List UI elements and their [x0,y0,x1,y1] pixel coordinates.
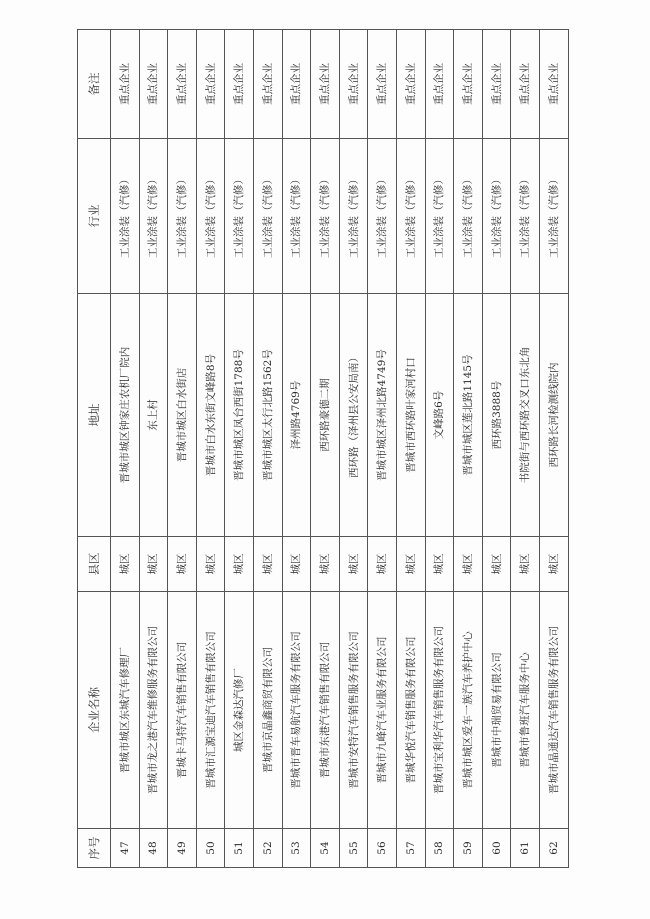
cell-note: 重点企业 [139,30,168,139]
cell-name: 晋城市龙之港汽车维修服务有限公司 [139,592,168,829]
cell-county: 城区 [396,537,425,592]
cell-seq: 50 [196,829,225,868]
table-row [482,30,511,868]
header-county: 县区 [78,537,111,592]
cell-industry: 工业涂装（汽修） [425,139,454,294]
cell-address: 晋城市西环路叶家河村口 [396,294,425,537]
cell-name: 晋城市东港汽车销售有限公司 [311,592,340,829]
cell-note: 重点企业 [168,30,197,139]
cell-name: 晋城市城区爱车一族汽车养护中心 [454,592,483,829]
header-seq: 序号 [78,829,111,868]
table-row [311,30,340,868]
table-row [539,30,568,868]
cell-industry: 工业涂装（汽修） [454,139,483,294]
cell-county: 城区 [282,537,311,592]
cell-address: 晋城市城区莲北路1145号 [454,294,483,537]
table-row [111,30,140,868]
cell-county: 城区 [111,537,140,592]
cell-industry: 工业涂装（汽修） [396,139,425,294]
table-row [139,30,168,868]
table-row [396,30,425,868]
cell-address: 书院街与西环路交叉口东北角 [511,294,540,537]
table-row [368,30,397,868]
cell-seq: 47 [111,829,140,868]
cell-name: 晋城市鲁班汽车服务中心 [511,592,540,829]
cell-address: 晋城市城区泽州北路4749号 [368,294,397,537]
cell-industry: 工业涂装（汽修） [368,139,397,294]
cell-address: 文峰路6号 [425,294,454,537]
cell-name: 晋城卡马特汽车销售有限公司 [168,592,197,829]
cell-seq: 52 [253,829,282,868]
cell-address: 晋城市城区钟家庄农机厂院内 [111,294,140,537]
table-row [168,30,197,868]
table-header-row [78,30,111,868]
cell-seq: 53 [282,829,311,868]
cell-name: 晋城市城区东城汽车修理厂 [111,592,140,829]
cell-seq: 51 [225,829,254,868]
cell-county: 城区 [339,537,368,592]
header-note: 备注 [78,30,111,139]
cell-note: 重点企业 [282,30,311,139]
cell-note: 重点企业 [111,30,140,139]
enterprise-table [77,29,569,868]
cell-note: 重点企业 [311,30,340,139]
cell-county: 城区 [225,537,254,592]
cell-seq: 55 [339,829,368,868]
cell-name: 晋城市晋车易航汽车服务有限公司 [282,592,311,829]
header-industry: 行业 [78,139,111,294]
cell-note: 重点企业 [253,30,282,139]
cell-note: 重点企业 [539,30,568,139]
cell-county: 城区 [482,537,511,592]
cell-seq: 48 [139,829,168,868]
cell-seq: 61 [511,829,540,868]
cell-address: 晋城市城区太行北路1562号 [253,294,282,537]
cell-county: 城区 [511,537,540,592]
cell-county: 城区 [311,537,340,592]
cell-county: 城区 [425,537,454,592]
cell-name: 晋城市京晶鑫商贸有限公司 [253,592,282,829]
rotated-table-wrapper [77,63,567,868]
cell-address: 晋城市白水东街文峰路8号 [196,294,225,537]
table-row [454,30,483,868]
table-body [111,30,569,868]
table-row [339,30,368,868]
cell-industry: 工业涂装（汽修） [225,139,254,294]
cell-note: 重点企业 [482,30,511,139]
cell-name: 晋城市晶通达汽车销售服务有限公司 [539,592,568,829]
header-name: 企业名称 [78,592,111,829]
cell-industry: 工业涂装（汽修） [253,139,282,294]
cell-industry: 工业涂装（汽修） [482,139,511,294]
cell-name: 晋城市中瑞贸易有限公司 [482,592,511,829]
cell-note: 重点企业 [339,30,368,139]
cell-note: 重点企业 [368,30,397,139]
cell-seq: 60 [482,829,511,868]
cell-industry: 工业涂装（汽修） [111,139,140,294]
table-row [196,30,225,868]
cell-county: 城区 [196,537,225,592]
cell-name: 城区金森达汽修厂 [225,592,254,829]
table-row [282,30,311,868]
cell-note: 重点企业 [225,30,254,139]
cell-name: 晋城市汇源宝迪汽车销售有限公司 [196,592,225,829]
cell-address: 西环路3888号 [482,294,511,537]
cell-industry: 工业涂装（汽修） [311,139,340,294]
cell-address: 西环路豪德二期 [311,294,340,537]
cell-industry: 工业涂装（汽修） [282,139,311,294]
cell-industry: 工业涂装（汽修） [511,139,540,294]
cell-industry: 工业涂装（汽修） [139,139,168,294]
cell-county: 城区 [253,537,282,592]
cell-seq: 54 [311,829,340,868]
cell-county: 城区 [168,537,197,592]
table-row [253,30,282,868]
table-row [225,30,254,868]
cell-seq: 49 [168,829,197,868]
cell-industry: 工业涂装（汽修） [168,139,197,294]
cell-address: 西环路长河检测线院内 [539,294,568,537]
cell-note: 重点企业 [396,30,425,139]
cell-county: 城区 [539,537,568,592]
cell-name: 晋城市安特汽车销售服务有限公司 [339,592,368,829]
cell-industry: 工业涂装（汽修） [196,139,225,294]
cell-seq: 56 [368,829,397,868]
table-row [425,30,454,868]
cell-address: 东上村 [139,294,168,537]
cell-note: 重点企业 [425,30,454,139]
table-row [511,30,540,868]
cell-county: 城区 [368,537,397,592]
cell-seq: 57 [396,829,425,868]
cell-address: 泽州路4769号 [282,294,311,537]
cell-note: 重点企业 [511,30,540,139]
cell-seq: 58 [425,829,454,868]
cell-county: 城区 [454,537,483,592]
cell-seq: 59 [454,829,483,868]
cell-note: 重点企业 [196,30,225,139]
cell-name: 晋城市九峰汽车业服务有限公司 [368,592,397,829]
cell-address: 晋城市城区白水街店 [168,294,197,537]
cell-industry: 工业涂装（汽修） [339,139,368,294]
cell-name: 晋城华悦汽车销售服务有限公司 [396,592,425,829]
cell-seq: 62 [539,829,568,868]
cell-address: 西环路（泽州县公安局南） [339,294,368,537]
cell-note: 重点企业 [454,30,483,139]
header-address: 地址 [78,294,111,537]
cell-name: 晋城市宝利华汽车销售服务有限公司 [425,592,454,829]
cell-industry: 工业涂装（汽修） [539,139,568,294]
cell-address: 晋城市城区凤台西街1788号 [225,294,254,537]
cell-county: 城区 [139,537,168,592]
